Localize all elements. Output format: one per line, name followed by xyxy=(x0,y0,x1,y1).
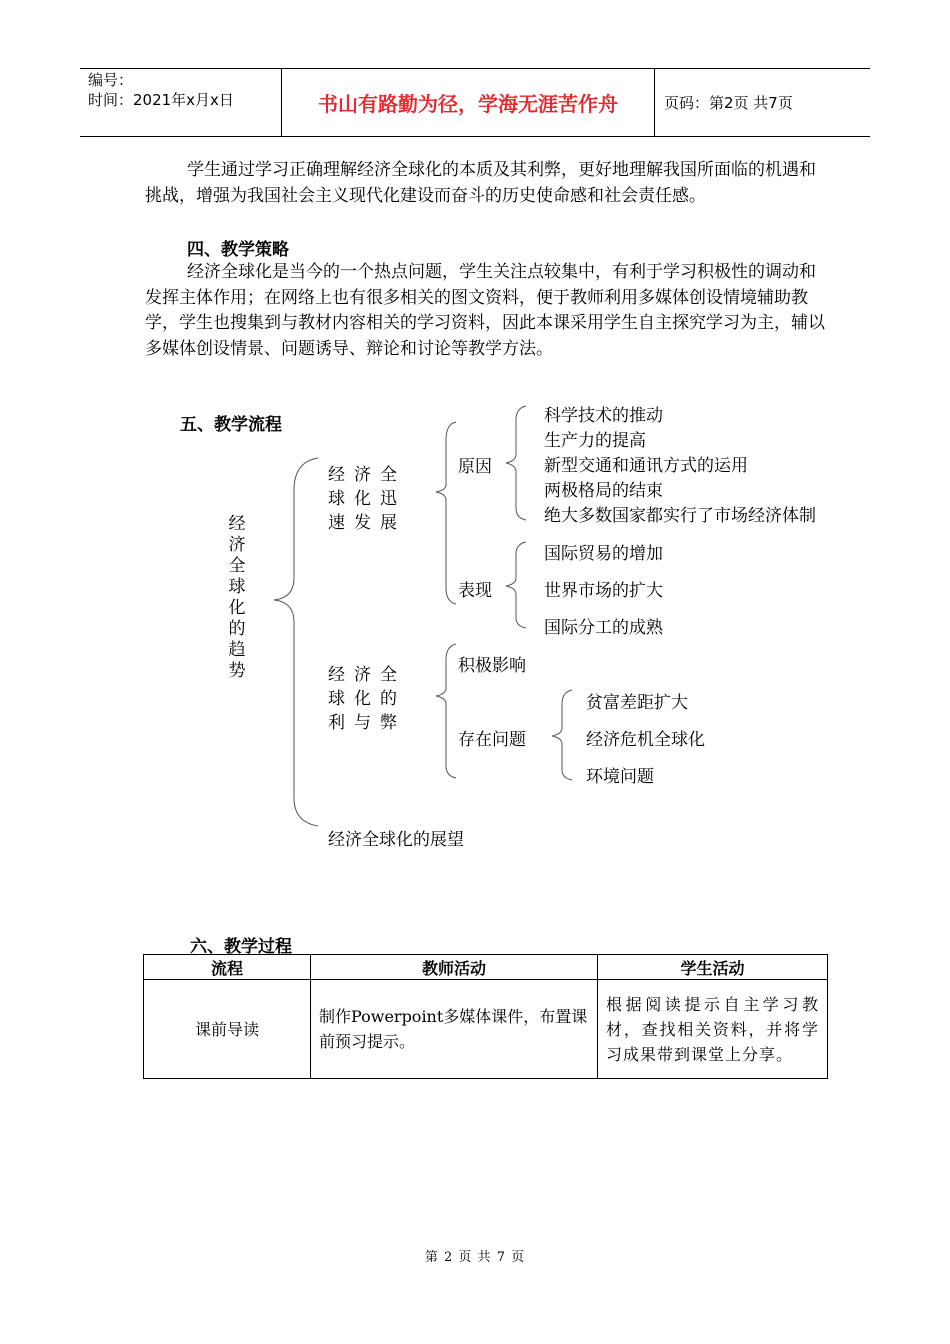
problems-label: 存在问题 xyxy=(458,730,526,750)
branch3-label: 经济全球化的展望 xyxy=(328,830,464,850)
branch2-brace xyxy=(436,644,456,778)
manifest-label: 表现 xyxy=(458,581,492,601)
column-header: 流程 xyxy=(144,955,311,980)
manifest-item: 世界市场的扩大 xyxy=(544,581,663,601)
branch2-label: 经济全球化的利与弊 xyxy=(328,665,406,733)
table-cell-student-activity: 根据阅读提示自主学习教材，查找相关资料，并将学习成果带到课堂上分享。 xyxy=(598,980,828,1079)
section-heading-flow: 五、教学流程 xyxy=(180,415,282,435)
header-divider xyxy=(654,68,655,136)
reason-item: 两极格局的结束 xyxy=(544,481,663,501)
section-heading-process: 六、教学过程 xyxy=(190,937,292,957)
problems-brace xyxy=(552,690,572,780)
positive-label: 积极影响 xyxy=(458,656,526,676)
page-info: 页码：第2页 共7页 xyxy=(664,94,793,112)
reason-item: 绝大多数国家都实行了市场经济体制 xyxy=(544,506,816,526)
diagram-root-label: 经济全球化的趋势 xyxy=(228,514,246,681)
document-number-label: 编号： xyxy=(88,71,134,89)
intro-paragraph: 学生通过学习正确理解经济全球化的本质及其利弊，更好地理解我国所面临的机遇和挑战，增强为我国社会主义现代化建设而奋斗的历史使命感和社会责任感。 xyxy=(145,160,816,206)
manifest-item: 国际分工的成熟 xyxy=(544,618,663,638)
column-header: 学生活动 xyxy=(598,955,828,980)
table-row xyxy=(144,980,828,1079)
header-bottom-rule xyxy=(80,136,870,137)
root-brace xyxy=(274,458,318,826)
teaching-process-table xyxy=(143,954,828,1079)
reason-label: 原因 xyxy=(458,457,492,477)
column-header: 教师活动 xyxy=(311,955,598,980)
branch1-label: 经济全球化迅速发展 xyxy=(328,465,406,533)
reason-item: 新型交通和通讯方式的运用 xyxy=(544,456,748,476)
reason-item: 生产力的提高 xyxy=(544,431,646,451)
table-header-row xyxy=(144,955,828,980)
table-cell-stage: 课前导读 xyxy=(144,980,311,1079)
branch1-brace xyxy=(436,422,456,604)
header-meta xyxy=(88,70,234,110)
header-motto: 书山有路勤为径，学海无涯苦作舟 xyxy=(318,91,618,116)
page-footer: 第 2 页 共 7 页 xyxy=(424,1250,526,1265)
table-cell-teacher-activity: 制作Powerpoint多媒体课件，布置课前预习提示。 xyxy=(311,980,598,1079)
reasons-brace xyxy=(506,406,526,520)
problem-item: 经济危机全球化 xyxy=(586,730,705,750)
manifestations-brace xyxy=(506,542,526,628)
strategy-paragraph: 经济全球化是当今的一个热点问题，学生关注点较集中，有利于学习积极性的调动和发挥主体作用；在网络上也有很多相关的图文资料，便于教师利用多媒体创设情境辅助教学，学生也搜集到与教材内容相关的学习资料，因此本课采用学生自主探究学习为主，辅以多媒体创设情景、问题诱导、辩论和讨论等教学方法。 xyxy=(145,262,825,359)
reason-item: 科学技术的推动 xyxy=(544,406,663,426)
manifest-item: 国际贸易的增加 xyxy=(544,544,663,564)
problem-item: 贫富差距扩大 xyxy=(586,693,688,713)
document-date: 时间：2021年x月x日 xyxy=(88,91,234,109)
section-heading-strategy: 四、教学策略 xyxy=(187,240,289,260)
problem-item: 环境问题 xyxy=(586,767,654,787)
